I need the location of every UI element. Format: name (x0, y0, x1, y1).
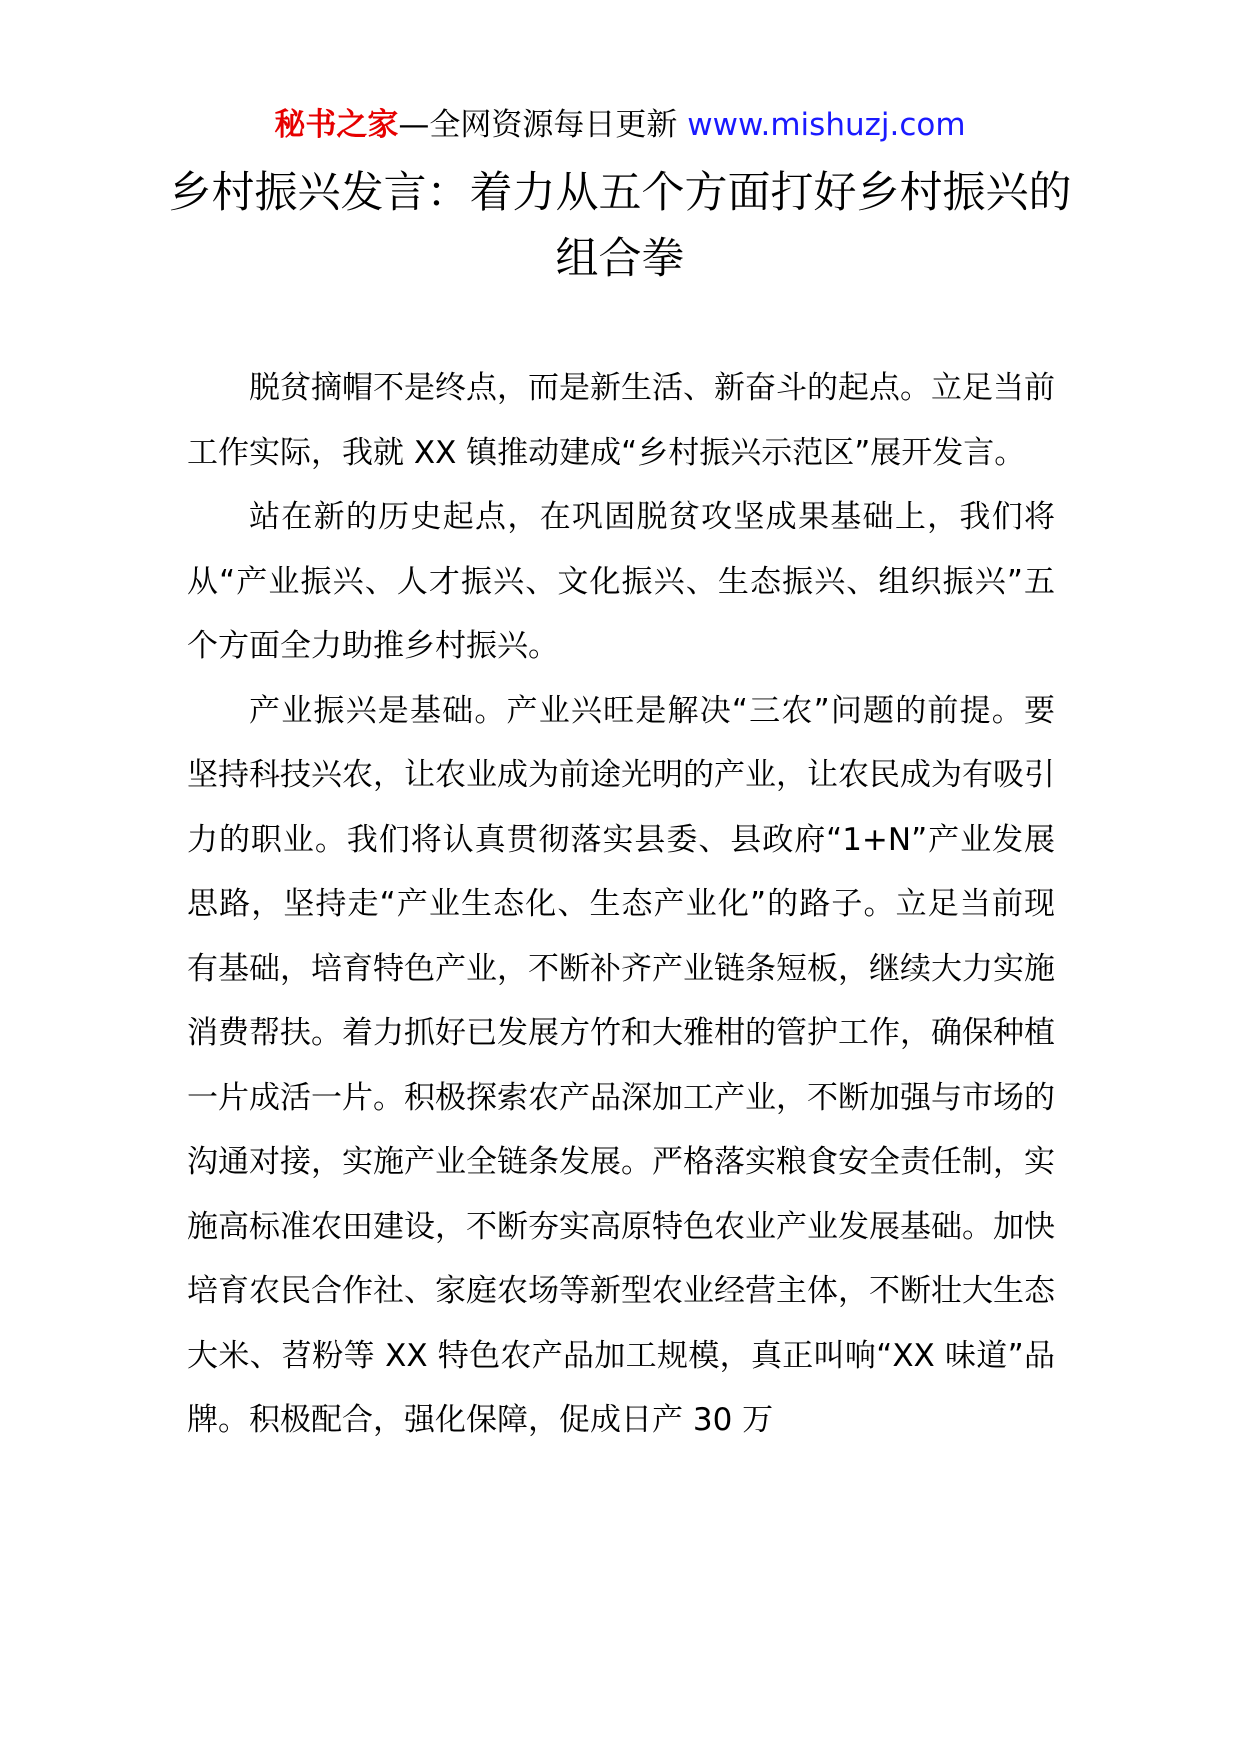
paragraph: 站在新的历史起点，在巩固脱贫攻坚成果基础上，我们将从“产业振兴、人才振兴、文化振兴、生态振兴、组织振兴”五个方面全力助推乡村振兴。 (187, 499, 1055, 664)
document-title: 乡村振兴发言：着力从五个方面打好乡村振兴的组合拳 (168, 168, 1072, 284)
paragraph: 脱贫摘帽不是终点，而是新生活、新奋斗的起点。立足当前工作实际，我就 XX 镇推动建成“乡村振兴示范区”展开发言。 (187, 370, 1055, 471)
header-tagline: —全网资源每日更新 (398, 107, 678, 143)
brand-name: 秘书之家 (274, 107, 399, 143)
document-body (187, 356, 1055, 1453)
paragraph: 产业振兴是基础。产业兴旺是解决“三农”问题的前提。要坚持科技兴农，让农业成为前途光明的产业，让农民成为有吸引力的职业。我们将认真贯彻落实县委、县政府“1+N”产业发展思路，坚持走“产业生态化、生态产业化”的路子。立足当前现有基础，培育特色产业，不断补齐产业链条短板，继续大力实施消费帮扶。着力抓好已发展方竹和大雅柑的管护工作，确保种植一片成活一片。积极探索农产品深加工产业，不断加强与市场的沟通对接，实施产业全链条发展。严格落实粮食安全责任制，实施高标准农田建设，不断夯实高原特色农业产业发展基础。加快培育农民合作社、家庭农场等新型农业经营主体，不断壮大生态大米、苕粉等 XX 特色农产品加工规模，真正叫响“XX 味道”品牌。积极配合，强化保障，促成日产 30 万 (187, 692, 1055, 1438)
site-header (0, 104, 1240, 146)
site-url-link[interactable]: www.mishuzj.com (687, 107, 966, 143)
